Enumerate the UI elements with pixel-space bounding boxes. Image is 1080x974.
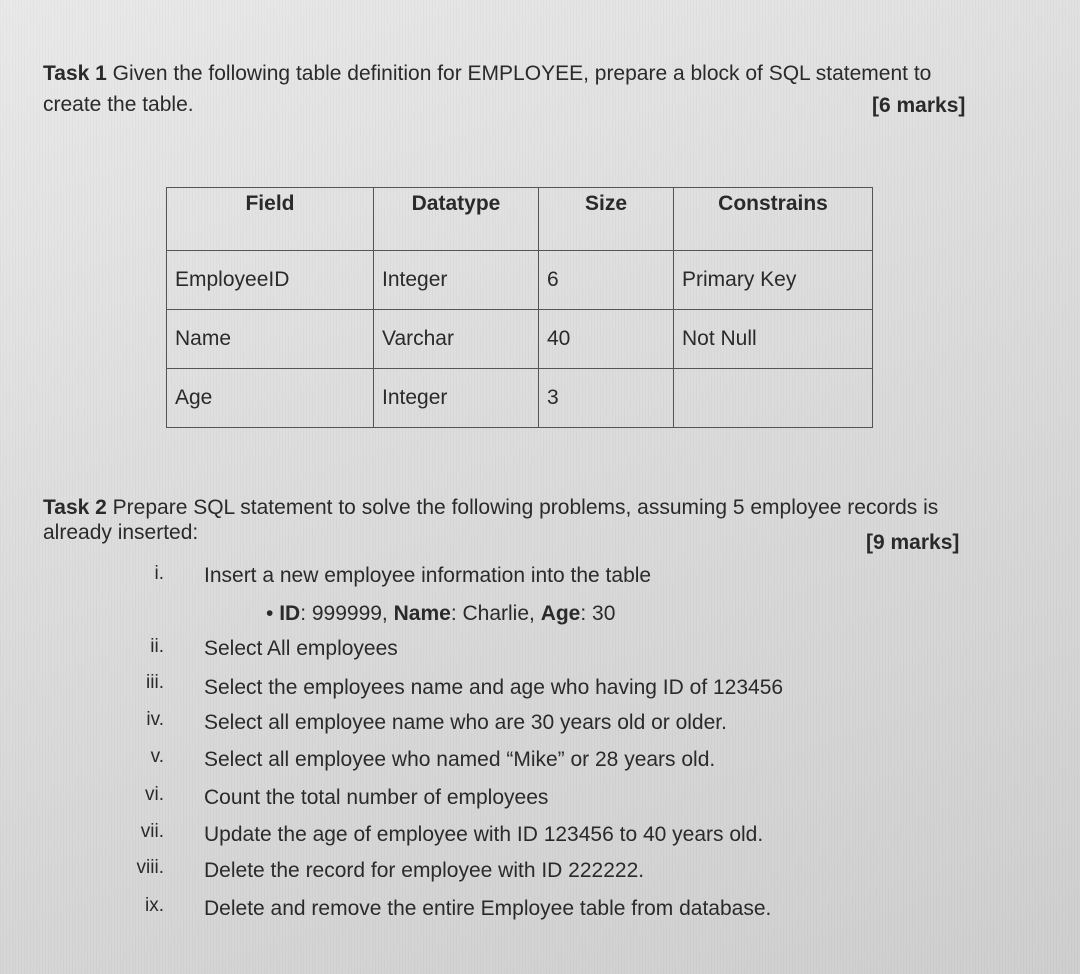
list-item-number: viii. <box>136 857 164 878</box>
age-label: Age <box>540 602 581 625</box>
bullet-dot: • <box>266 602 280 625</box>
list-item-text: Select all employee who named “Mike” or 28 years old. <box>204 748 716 771</box>
list-item-number: vi. <box>145 784 164 805</box>
name-label: Name <box>393 602 451 625</box>
header-field: Field <box>167 188 374 251</box>
list-item-number: ix. <box>145 895 164 916</box>
employee-table <box>166 187 873 428</box>
list-item-number: i. <box>154 563 164 584</box>
task1-marks: [6 marks] <box>872 94 966 117</box>
list-item-text: Update the age of employee with ID 123456 to 40 years old. <box>204 823 764 846</box>
cell-constraint: Not Null <box>674 310 873 369</box>
list-item-number: iii. <box>146 672 164 693</box>
task1-label: Task 1 <box>43 62 107 85</box>
table-header-row <box>167 188 873 251</box>
cell-constraint <box>674 369 873 428</box>
list-item-text: Select All employees <box>204 637 398 660</box>
cell-field: Age <box>167 369 374 428</box>
list-item-text: Insert a new employee information into the table <box>204 564 652 587</box>
list-item-number: iv. <box>146 709 164 730</box>
table-row <box>167 310 873 369</box>
task1-text-line1: Given the following table definition for EMPLOYEE, prepare a block of SQL statement to <box>112 62 932 85</box>
list-item-text: Count the total number of employees <box>204 786 549 809</box>
id-label: ID <box>279 602 301 625</box>
cell-size: 6 <box>539 251 674 310</box>
name-value: : Charlie, <box>450 602 541 625</box>
header-size: Size <box>539 188 674 251</box>
cell-size: 3 <box>539 369 674 428</box>
list-item-number: v. <box>150 746 164 767</box>
header-datatype: Datatype <box>374 188 539 251</box>
task2-marks: [9 marks] <box>866 531 960 554</box>
insert-details-bullet <box>266 601 615 627</box>
list-item-number: vii. <box>140 821 164 842</box>
task2-heading <box>43 495 938 521</box>
list-item-text: Delete and remove the entire Employee table from database. <box>204 897 772 920</box>
cell-datatype: Integer <box>374 251 539 310</box>
list-item-text: Select all employee name who are 30 years old or older. <box>204 711 727 734</box>
cell-datatype: Varchar <box>374 310 539 369</box>
task2-label: Task 2 <box>43 496 107 519</box>
cell-field: EmployeeID <box>167 251 374 310</box>
table-row <box>167 369 873 428</box>
list-item-text: Delete the record for employee with ID 222222. <box>204 859 645 882</box>
id-value: : 999999, <box>300 602 394 625</box>
table-row <box>167 251 873 310</box>
cell-datatype: Integer <box>374 369 539 428</box>
task2-text-line1: Prepare SQL statement to solve the following problems, assuming 5 employee records is <box>112 496 939 519</box>
header-constrains: Constrains <box>674 188 873 251</box>
cell-field: Name <box>167 310 374 369</box>
task2-text-line2: already inserted: <box>43 521 199 544</box>
task1-text-line2: create the table. <box>43 93 194 116</box>
cell-constraint: Primary Key <box>674 251 873 310</box>
list-item-text: Select the employees name and age who having ID of 123456 <box>204 676 784 699</box>
task1-heading <box>43 61 931 87</box>
cell-size: 40 <box>539 310 674 369</box>
list-item-number: ii. <box>150 636 164 657</box>
age-value: : 30 <box>580 602 616 625</box>
